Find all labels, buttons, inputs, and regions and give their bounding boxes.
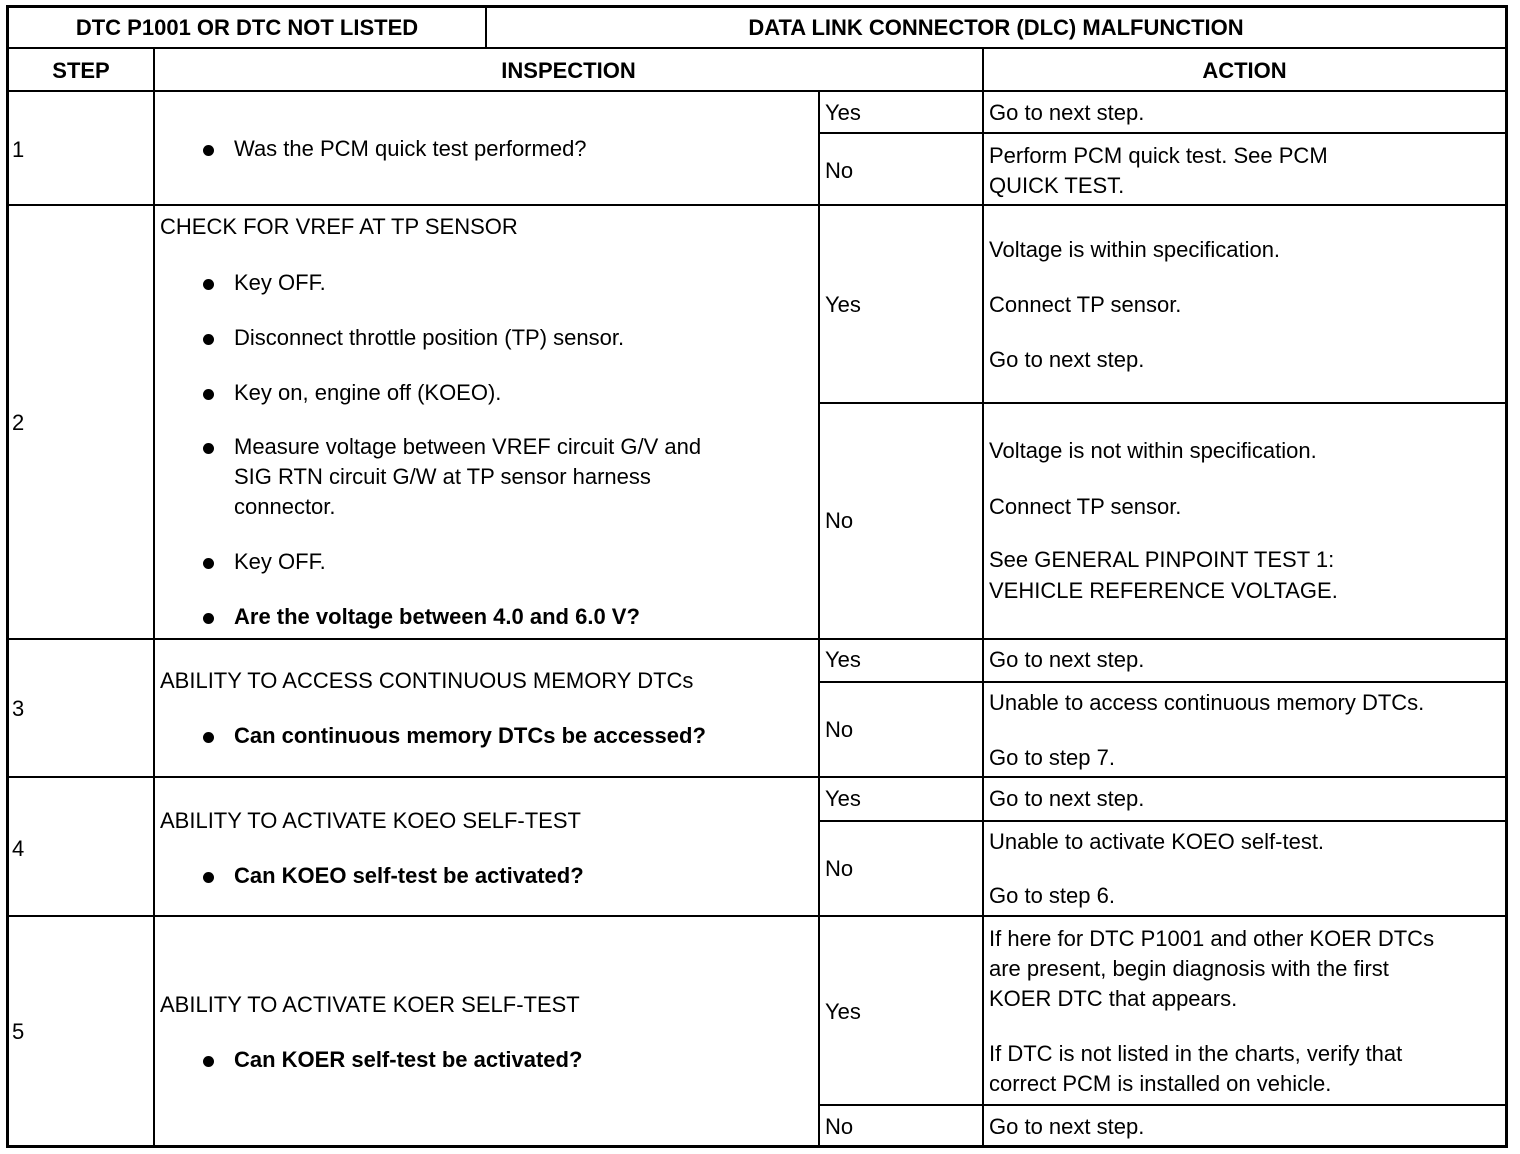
bullet-icon: [203, 732, 214, 743]
step-number: 1: [12, 137, 25, 162]
action-no-line: Go to step 7.: [989, 745, 1115, 770]
action-yes-line: Go to next step.: [989, 647, 1145, 672]
action-yes-line: correct PCM is installed on vehicle.: [989, 1071, 1332, 1096]
action-yes-line: Go to next step.: [989, 100, 1145, 125]
action-no-line: Voltage is not within specification.: [989, 438, 1317, 463]
action-no-line: Go to step 6.: [989, 883, 1115, 908]
inspection-bullet: Measure voltage between VREF circuit G/V and: [234, 434, 702, 459]
step-number: 5: [12, 1019, 25, 1044]
inspection-bullet: Disconnect throttle position (TP) sensor.: [234, 325, 625, 350]
bullet-icon: [203, 443, 214, 454]
no-label: No: [825, 856, 854, 881]
hline-row1: [6, 204, 1508, 206]
action-yes-line: If DTC is not listed in the charts, verify that: [989, 1041, 1403, 1066]
bullet-icon: [203, 872, 214, 883]
yes-label: Yes: [825, 292, 861, 317]
border-bottom: [6, 1145, 1508, 1148]
no-label: No: [825, 508, 854, 533]
border-left: [6, 5, 9, 1148]
action-no-line: VEHICLE REFERENCE VOLTAGE.: [989, 578, 1338, 603]
hline-row3: [6, 776, 1508, 778]
inspection-heading: ABILITY TO ACTIVATE KOER SELF-TEST: [160, 992, 580, 1017]
hline-header: [6, 90, 1508, 92]
action-yes-line: Voltage is within specification.: [989, 237, 1281, 262]
hline-split-3: [818, 681, 1508, 683]
no-label: No: [825, 1114, 854, 1139]
vline-action: [982, 47, 984, 1147]
yes-label: Yes: [825, 786, 861, 811]
step-number: 2: [12, 410, 25, 435]
yes-label: Yes: [825, 647, 861, 672]
bullet-icon: [203, 145, 214, 156]
inspection-bullet-continued: connector.: [234, 494, 336, 519]
action-no-line: QUICK TEST.: [989, 173, 1125, 198]
title-right: DATA LINK CONNECTOR (DLC) MALFUNCTION: [748, 15, 1244, 40]
action-yes-line: Connect TP sensor.: [989, 292, 1182, 317]
header-action: ACTION: [1202, 58, 1287, 83]
action-no-line: Perform PCM quick test. See PCM: [989, 143, 1328, 168]
hline-split-2: [818, 402, 1508, 404]
no-label: No: [825, 717, 854, 742]
header-step: STEP: [52, 58, 110, 83]
inspection-heading: CHECK FOR VREF AT TP SENSOR: [160, 214, 518, 239]
bullet-icon: [203, 558, 214, 569]
action-no-line: Unable to activate KOEO self-test.: [989, 829, 1325, 854]
no-label: No: [825, 158, 854, 183]
yes-label: Yes: [825, 999, 861, 1024]
hline-row2: [6, 638, 1508, 640]
yes-label: Yes: [825, 100, 861, 125]
action-yes-line: If here for DTC P1001 and other KOER DTCs: [989, 926, 1435, 951]
bullet-icon: [203, 334, 214, 345]
inspection-question: Can KOEO self-test be activated?: [234, 863, 584, 888]
inspection-bullet: Key OFF.: [234, 270, 326, 295]
action-yes-line: are present, begin diagnosis with the first: [989, 956, 1389, 981]
bullet-icon: [203, 389, 214, 400]
hline-split-5: [818, 1104, 1508, 1106]
hline-split-1: [818, 132, 1508, 134]
title-left: DTC P1001 OR DTC NOT LISTED: [75, 15, 419, 40]
inspection-question: Can continuous memory DTCs be accessed?: [234, 723, 706, 748]
bullet-icon: [203, 1056, 214, 1067]
inspection-heading: ABILITY TO ACTIVATE KOEO SELF-TEST: [160, 808, 581, 833]
hline-title: [6, 47, 1508, 49]
step-number: 3: [12, 696, 25, 721]
border-right: [1505, 5, 1508, 1148]
hline-split-4: [818, 820, 1508, 822]
action-no-line: See GENERAL PINPOINT TEST 1:: [989, 547, 1335, 572]
vline-step: [153, 47, 155, 1147]
inspection-question: Can KOER self-test be activated?: [234, 1047, 583, 1072]
header-inspection: INSPECTION: [501, 58, 636, 83]
action-no-line: Go to next step.: [989, 1114, 1145, 1139]
action-yes-line: Go to next step.: [989, 786, 1145, 811]
action-no-line: Connect TP sensor.: [989, 494, 1182, 519]
inspection-heading: ABILITY TO ACCESS CONTINUOUS MEMORY DTCs: [160, 668, 694, 693]
action-yes-line: Go to next step.: [989, 347, 1145, 372]
vline-yesno: [818, 90, 820, 1147]
inspection-bullet-continued: SIG RTN circuit G/W at TP sensor harness: [234, 464, 651, 489]
bullet-icon: [203, 279, 214, 290]
bullet-icon: [203, 613, 214, 624]
hline-row4: [6, 915, 1508, 917]
inspection-bullet: Key on, engine off (KOEO).: [234, 380, 502, 405]
inspection-question: Are the voltage between 4.0 and 6.0 V?: [234, 604, 640, 629]
action-no-line: Unable to access continuous memory DTCs.: [989, 690, 1425, 715]
inspection-bullet: Was the PCM quick test performed?: [234, 136, 587, 161]
border-top: [6, 5, 1508, 8]
inspection-bullet: Key OFF.: [234, 549, 326, 574]
step-number: 4: [12, 836, 25, 861]
action-yes-line: KOER DTC that appears.: [989, 986, 1238, 1011]
